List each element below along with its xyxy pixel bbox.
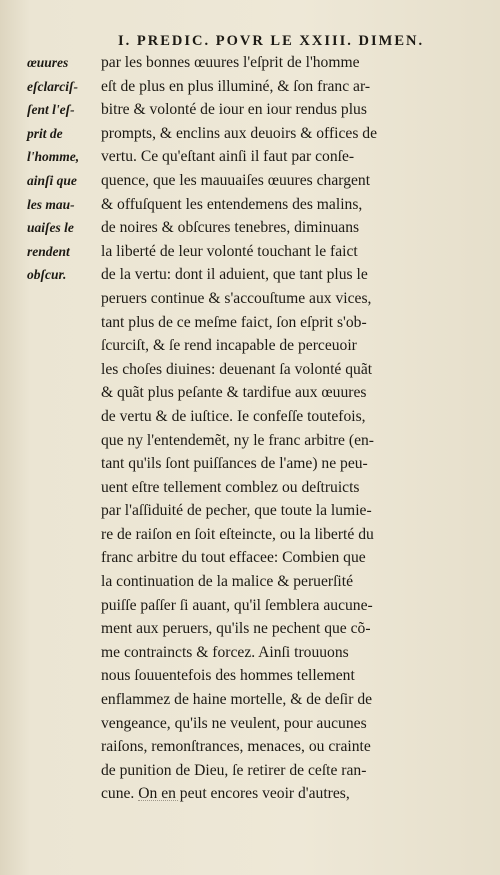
text-line: ſcurciſt, & ſe rend incapable de perceuoir [101, 337, 357, 355]
margin-note-line: ſent l'eſ- [27, 102, 75, 118]
text-line: que ny l'entendemẽt, ny le franc arbitre (en- [101, 431, 374, 449]
margin-note-line: œuures [27, 55, 69, 70]
margin-note-line: prit de [27, 125, 63, 141]
text-line: nous ſouuentefois des hommes tellement [101, 667, 355, 685]
margin-note-line: les mau- [27, 196, 75, 212]
running-header: I. PREDIC. POVR LE XXIII. DIMEN. [118, 33, 425, 49]
text-line: vengeance, qu'ils ne veulent, pour aucunes [101, 714, 367, 732]
margin-notes [27, 51, 101, 287]
margin-note-line: l'homme, [27, 149, 80, 165]
text-line: la liberté de leur volonté touchant le faict [101, 242, 358, 260]
text-line: re de raiſon en ſoit eſteincte, ou la liberté du [101, 525, 374, 543]
text-line: de la vertu: dont il aduient, que tant plus le [101, 266, 368, 284]
margin-note-line: eſclarciſ- [27, 78, 78, 94]
text-line: par les bonnes œuures l'eſprit de l'homme [101, 54, 360, 71]
text-line: tant plus de ce meſme faict, ſon eſprit s'ob- [101, 313, 367, 331]
margin-note-line: obſcur. [27, 267, 67, 283]
text-line: vertu. Ce qu'eſtant ainſi il faut par conſe- [101, 148, 355, 166]
text-line: prompts, & enclins aux deuoirs & offices de [101, 124, 378, 142]
text-line: bitre & volonté de iour en iour rendus plus [101, 101, 367, 119]
text-line: uent eſtre tellement comblez ou deſtruicts [101, 478, 360, 496]
text-line: me contraincts & forcez. Ainſi trouuons [101, 643, 349, 661]
text-line: enflammez de haine mortelle, & de deſir de [101, 691, 373, 709]
text-line: ment aux peruers, qu'ils ne pechent que cõ- [101, 620, 371, 638]
text-line: tant qu'ils ſont puiſſances de l'ame) ne peu- [101, 455, 368, 473]
text-line: de vertu & de iuſtice. Ie confeſſe toutefois, [101, 407, 366, 425]
text-line: de punition de Dieu, ſe retirer de ceſte ran- [101, 761, 367, 779]
text-line: raiſons, remonſtrances, menaces, ou crainte [101, 738, 371, 756]
text-line: de noires & obſcures tenebres, diminuans [101, 219, 360, 237]
text-line: & quãt plus peſante & tardifue aux œuures [101, 384, 367, 402]
text-line: cune. On en peut encores veoir d'autres, [101, 785, 350, 803]
main-text-block [101, 51, 471, 806]
margin-note-line: ainſi que [27, 172, 77, 188]
margin-note-line: uaiſes le [27, 220, 74, 236]
text-line: peruers continue & s'accouſtume aux vices, [101, 289, 372, 307]
text-line: & offuſquent les entendemens des malins, [101, 195, 363, 213]
margin-note-line: rendent [27, 243, 70, 259]
text-line: puiſſe paſſer ſi auant, qu'il ſemblera aucune- [101, 596, 373, 614]
text-line: franc arbitre du tout effacee: Combien que [101, 549, 366, 567]
text-line: eſt de plus en plus illuminé, & ſon franc ar- [101, 77, 371, 95]
text-line: par l'aſſiduité de pecher, que toute la lumie- [101, 502, 372, 520]
text-line: quence, que les mauuaiſes œuures chargent [101, 171, 371, 189]
text-line: la continuation de la malice & peruerſité [101, 573, 353, 591]
text-line: les choſes diuines: deuenant ſa volonté quãt [101, 360, 373, 378]
printer-ornament-mark [138, 800, 178, 805]
